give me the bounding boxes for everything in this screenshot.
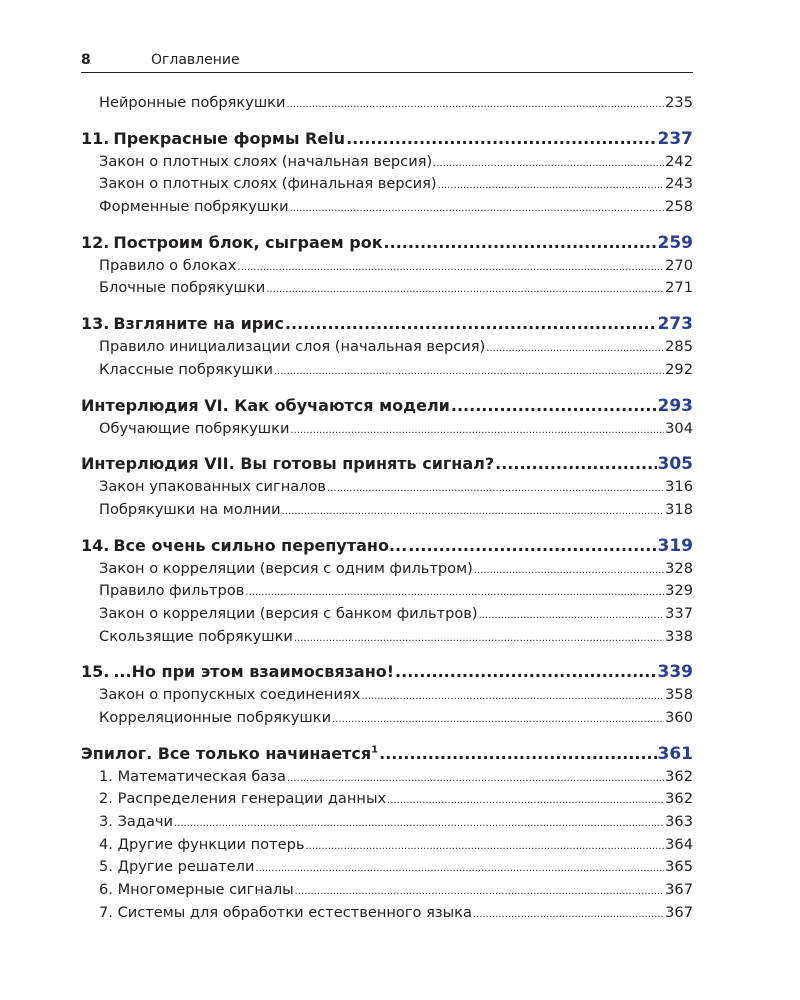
dot-leader xyxy=(287,773,664,784)
dot-leader xyxy=(473,909,664,920)
entry-title-text: 2. Распределения генерации данных xyxy=(99,790,387,808)
table-of-contents xyxy=(81,94,693,927)
dot-leader xyxy=(395,662,656,681)
chapter-title xyxy=(81,744,378,763)
page-reference: 259 xyxy=(657,232,693,253)
dot-leader xyxy=(286,99,664,110)
section-title xyxy=(99,904,472,921)
toc-chapter-entry xyxy=(81,662,693,686)
toc-chapter-entry xyxy=(81,233,693,257)
toc-section-entry xyxy=(81,790,693,813)
section-title xyxy=(99,257,236,274)
page-reference: 339 xyxy=(657,662,693,683)
toc-section-entry xyxy=(81,582,693,605)
section-title xyxy=(99,881,294,898)
dot-leader xyxy=(346,129,656,148)
toc-section-entry xyxy=(81,279,693,302)
entry-title-text: Закон о пропускных соединениях xyxy=(99,686,361,704)
dot-leader xyxy=(285,314,657,333)
toc-chapter-entry xyxy=(81,129,693,153)
dot-leader xyxy=(237,262,664,273)
section-title xyxy=(99,813,173,830)
entry-title-text: Скользящие побрякушки xyxy=(99,627,293,645)
section-title xyxy=(99,628,293,645)
chapter-title xyxy=(81,536,407,555)
chapter-number: 11. xyxy=(81,128,110,148)
entry-title-text: Все очень сильно перепутано... xyxy=(113,535,408,555)
page-header xyxy=(81,52,693,73)
page-reference: 361 xyxy=(657,743,693,764)
page-reference: 293 xyxy=(657,395,693,416)
entry-title-text: Интерлюдия VII. Вы готовы принять сигнал? xyxy=(81,454,495,474)
footnote-marker: 1 xyxy=(371,744,379,756)
page-reference: 304 xyxy=(665,419,693,437)
toc-section-entry xyxy=(81,198,693,221)
page-reference: 367 xyxy=(665,903,693,921)
chapter-number: 15. xyxy=(81,662,110,682)
page-reference: 365 xyxy=(665,858,693,876)
entry-title-text: 3. Задачи xyxy=(99,813,174,831)
page-reference: 364 xyxy=(665,835,693,853)
toc-section-entry xyxy=(81,605,693,628)
page-reference: 305 xyxy=(657,454,693,475)
page-reference: 329 xyxy=(665,582,693,600)
toc-section-entry xyxy=(81,813,693,836)
dot-leader xyxy=(245,587,664,598)
page-reference: 237 xyxy=(657,128,693,149)
toc-chapter-entry xyxy=(81,536,693,560)
toc-chapter-entry xyxy=(81,314,693,338)
page-reference: 328 xyxy=(665,559,693,577)
dot-leader xyxy=(361,691,664,702)
dot-leader xyxy=(294,633,664,644)
entry-title-text: Классные побрякушки xyxy=(99,360,273,378)
page-reference: 242 xyxy=(665,152,693,170)
chapter-title xyxy=(81,396,450,415)
section-title xyxy=(99,836,304,853)
chapter-title xyxy=(81,662,394,681)
entry-title-text: Закон упакованных сигналов xyxy=(99,478,327,496)
entry-title-text: Построим блок, сыграем рок xyxy=(113,232,383,252)
toc-section-entry xyxy=(81,175,693,198)
toc-section-entry xyxy=(81,153,693,176)
dot-leader xyxy=(495,454,656,473)
dot-leader xyxy=(290,203,665,214)
page-reference: 285 xyxy=(665,338,693,356)
chapter-title xyxy=(81,129,345,148)
toc-section-entry xyxy=(81,478,693,501)
entry-title-text: 1. Математическая база xyxy=(99,767,286,785)
page-reference: 273 xyxy=(657,314,693,335)
dot-leader xyxy=(274,366,664,377)
toc-section-entry xyxy=(81,686,693,709)
page-reference: 337 xyxy=(665,604,693,622)
page-reference: 292 xyxy=(665,360,693,378)
entry-title-text: 7. Системы для обработки естественного языка xyxy=(99,903,472,921)
entry-title-text: Блочные побрякушки xyxy=(99,279,266,297)
entry-title-text: Взгляните на ирис xyxy=(113,314,284,334)
page-reference: 243 xyxy=(665,175,693,193)
page-reference: 363 xyxy=(665,813,693,831)
entry-title-text: Форменные побрякушки xyxy=(99,198,289,216)
page-reference: 367 xyxy=(665,881,693,899)
entry-title-text: Закон о плотных слоях (финальная версия) xyxy=(99,175,437,193)
entry-title-text: Прекрасные формы Relu xyxy=(113,128,346,148)
toc-chapter-entry xyxy=(81,744,693,768)
toc-section-entry xyxy=(81,836,693,859)
toc-chapter-entry xyxy=(81,396,693,420)
toc-section-entry xyxy=(81,768,693,791)
page-reference: 338 xyxy=(665,627,693,645)
dot-leader xyxy=(433,158,664,169)
toc-section-entry xyxy=(81,560,693,583)
entry-title-text: Корреляционные побрякушки xyxy=(99,709,332,726)
toc-section-entry xyxy=(81,881,693,904)
dot-leader xyxy=(290,425,664,436)
page-reference: 360 xyxy=(665,709,693,726)
dot-leader xyxy=(474,565,664,576)
page-reference: 271 xyxy=(665,279,693,297)
dot-leader xyxy=(282,506,665,517)
dot-leader xyxy=(295,886,664,897)
section-title xyxy=(99,198,289,215)
section-title xyxy=(99,605,478,622)
section-title xyxy=(99,582,244,599)
dot-leader xyxy=(379,744,656,763)
entry-title-text: ...Но при этом взаимосвязано! xyxy=(113,662,395,682)
page-reference: 358 xyxy=(665,686,693,704)
page-reference: 362 xyxy=(665,767,693,785)
toc-section-entry xyxy=(81,501,693,524)
entry-title-text: Побрякушки на молнии xyxy=(99,500,281,518)
entry-title-text: Правило фильтров xyxy=(99,582,245,600)
entry-title-text: 6. Многомерные сигналы xyxy=(99,881,294,899)
dot-leader xyxy=(486,343,664,354)
page-number: 8 xyxy=(81,52,91,68)
section-title xyxy=(99,338,485,355)
chapter-title xyxy=(81,233,383,252)
dot-leader xyxy=(266,284,664,295)
section-title xyxy=(99,858,254,875)
entry-title-text: Обучающие побрякушки xyxy=(99,419,290,437)
dot-leader xyxy=(438,180,665,191)
toc-section-entry xyxy=(81,904,693,927)
entry-title-text: Правило инициализации слоя (начальная версия) xyxy=(99,338,486,356)
page-reference: 235 xyxy=(665,94,693,111)
toc-section-entry xyxy=(81,361,693,384)
entry-title-text: Закон о корреляции (версия с одним фильтром) xyxy=(99,559,473,577)
section-title xyxy=(99,94,285,111)
chapter-number: 14. xyxy=(81,535,110,555)
entry-title-text: Эпилог. Все только начинается xyxy=(81,743,372,763)
running-title: Оглавление xyxy=(151,52,240,68)
section-title xyxy=(99,501,281,518)
section-title xyxy=(99,175,437,192)
entry-title-text: Закон о корреляции (версия с банком фильтров) xyxy=(99,604,478,622)
dot-leader xyxy=(327,483,664,494)
page-reference: 362 xyxy=(665,790,693,808)
section-title xyxy=(99,153,432,170)
toc-section-entry xyxy=(81,338,693,361)
entry-title-text: Нейронные побрякушки xyxy=(99,94,286,111)
dot-leader xyxy=(305,841,664,852)
section-title xyxy=(99,420,289,437)
toc-section-entry xyxy=(81,420,693,443)
section-title xyxy=(99,560,473,577)
dot-leader xyxy=(384,233,657,252)
section-title xyxy=(99,478,326,495)
toc-section-entry xyxy=(81,257,693,280)
page-reference: 318 xyxy=(665,500,693,518)
entry-title-text: 5. Другие решатели xyxy=(99,858,255,876)
entry-title-text: 4. Другие функции потерь xyxy=(99,835,305,853)
page-reference: 270 xyxy=(665,256,693,274)
dot-leader xyxy=(479,610,665,621)
page-reference: 316 xyxy=(665,478,693,496)
toc-section-entry xyxy=(81,628,693,651)
entry-title-text: Интерлюдия VI. Как обучаются модели xyxy=(81,395,450,415)
section-title xyxy=(99,686,360,703)
toc-section-entry xyxy=(81,94,693,117)
dot-leader xyxy=(451,396,657,415)
section-title xyxy=(99,790,386,807)
chapter-number: 12. xyxy=(81,232,110,252)
dot-leader xyxy=(332,714,664,725)
page-reference: 319 xyxy=(657,535,693,556)
chapter-title xyxy=(81,454,494,473)
dot-leader xyxy=(387,795,664,806)
chapter-title xyxy=(81,314,284,333)
section-title xyxy=(99,768,286,785)
dot-leader xyxy=(255,863,664,874)
toc-section-entry xyxy=(81,858,693,881)
section-title xyxy=(99,361,273,378)
entry-title-text: Закон о плотных слоях (начальная версия) xyxy=(99,152,433,170)
toc-section-entry xyxy=(81,709,693,732)
section-title xyxy=(99,709,331,726)
chapter-number: 13. xyxy=(81,314,110,334)
page-reference: 258 xyxy=(665,198,693,216)
dot-leader xyxy=(174,818,664,829)
entry-title-text: Правило о блоках xyxy=(99,256,237,274)
dot-leader xyxy=(408,536,656,555)
toc-chapter-entry xyxy=(81,454,693,478)
section-title xyxy=(99,279,265,296)
